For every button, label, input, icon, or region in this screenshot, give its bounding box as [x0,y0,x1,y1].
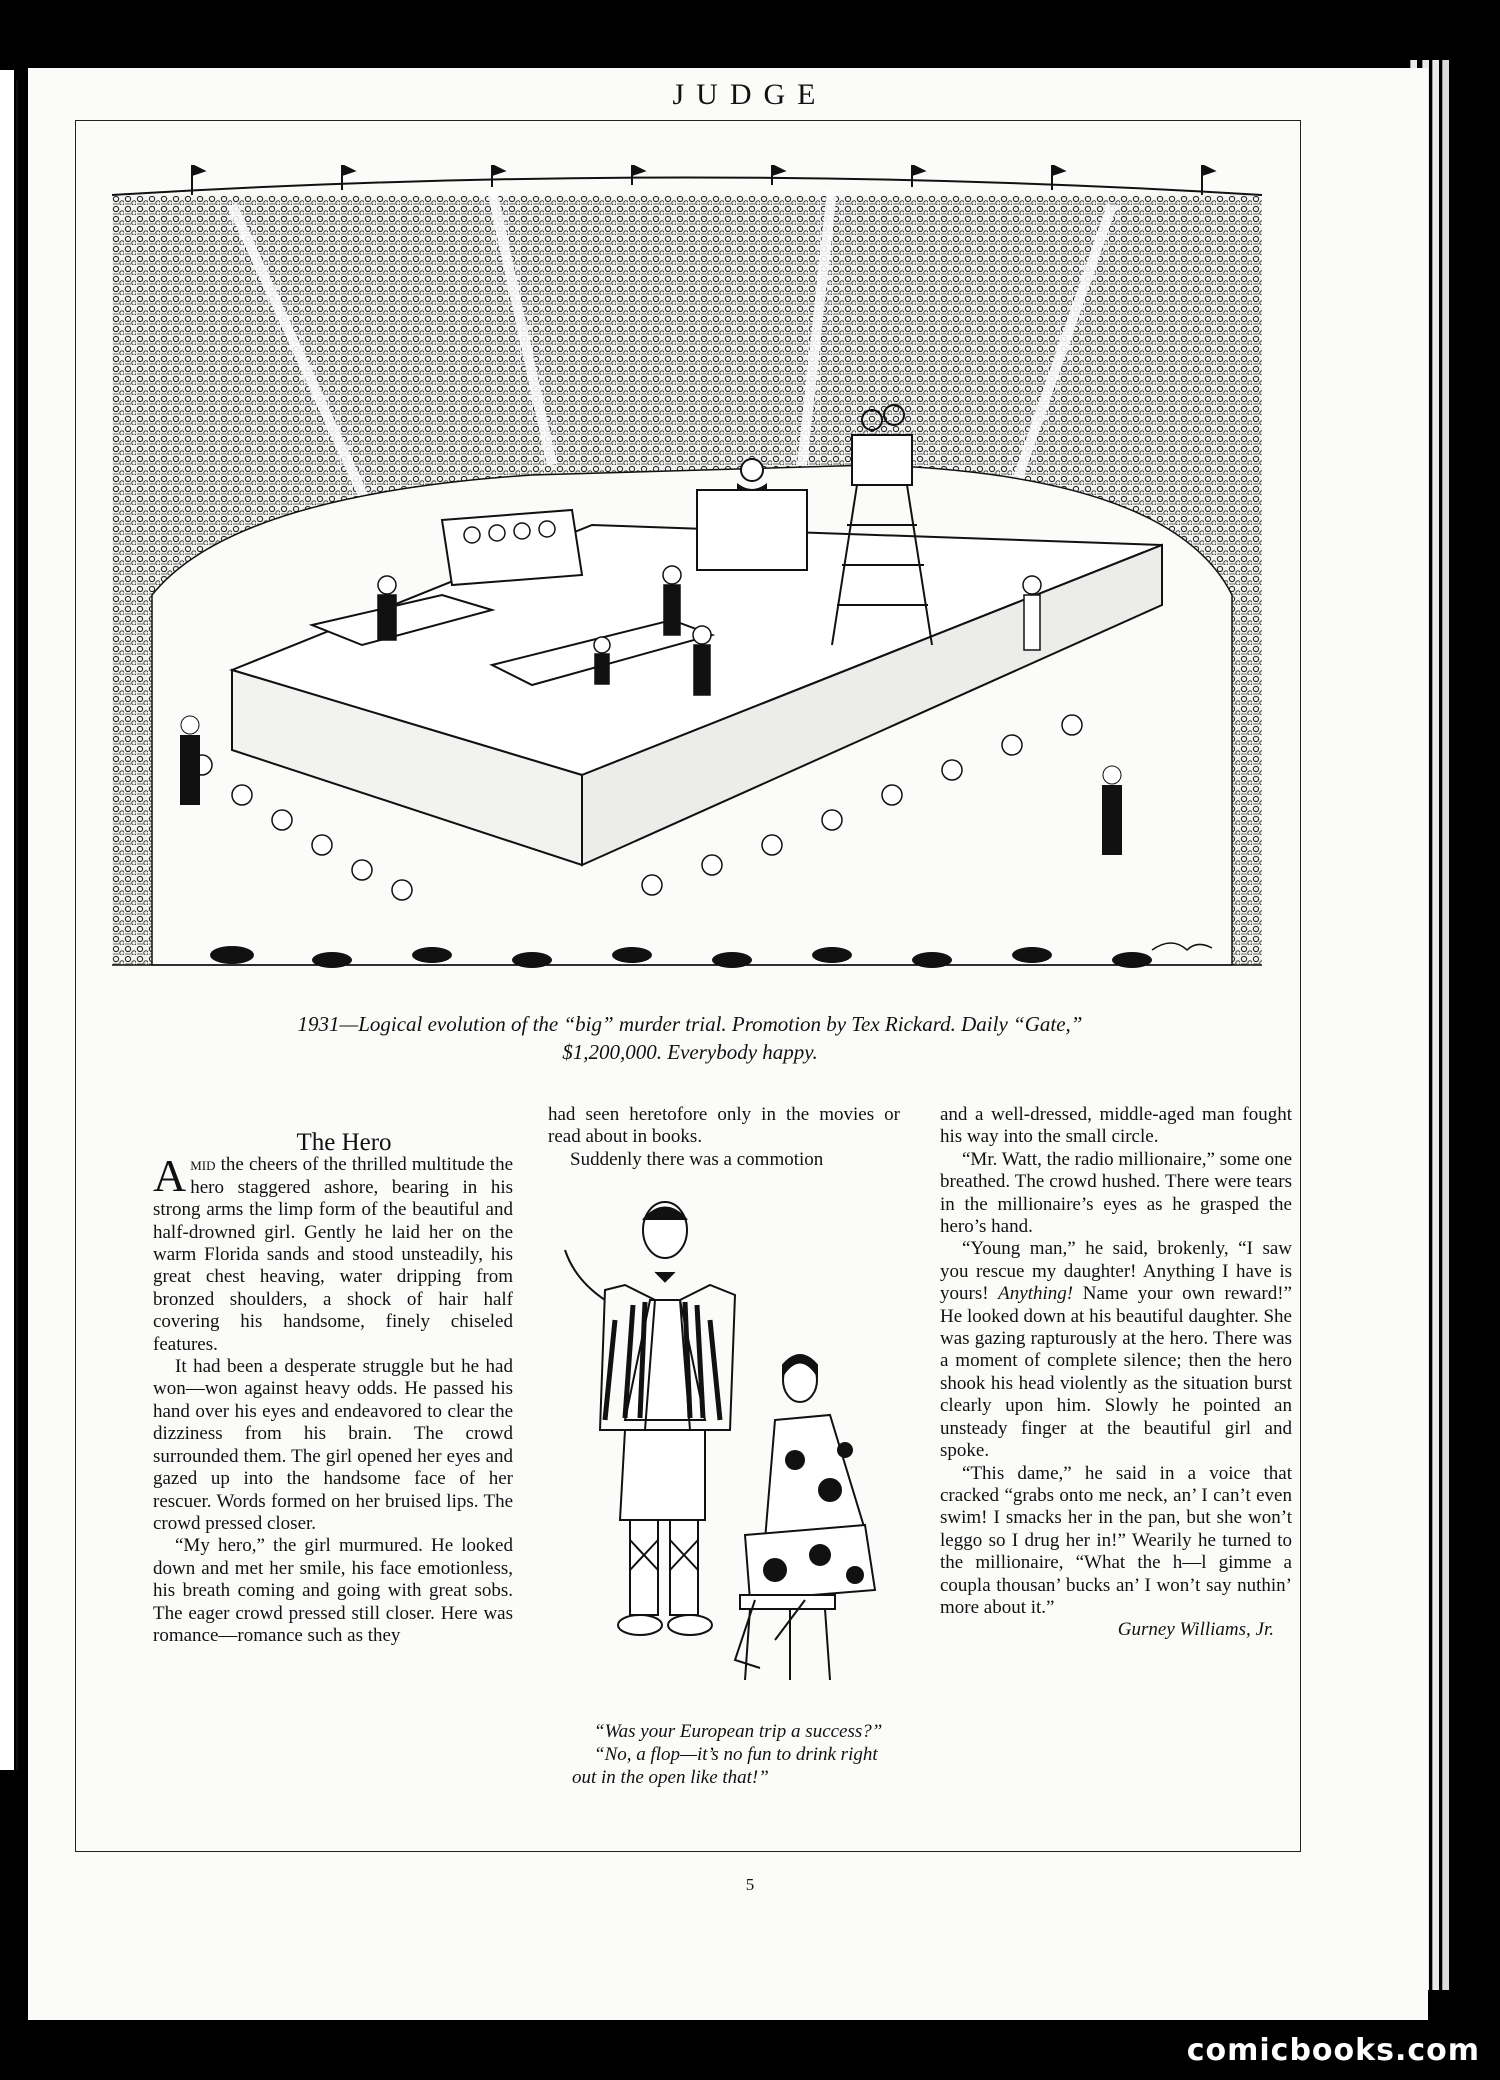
story-paragraph-6b: Name your own reward!” He looked down at his beautiful daughter. She was gazing rapturously at the hero. There was a moment of complete silence; then the hero shook his head violently as the situation burst clearly upon him. Slowly he pointed an unsteady finger at the beautiful girl and spoke. [940,1283,1292,1462]
spot-cartoon-caption [572,1720,902,1789]
story-title: The Hero [296,1129,392,1156]
story-smallcaps: mid [190,1154,216,1176]
left-page-border [16,80,18,1770]
courtroom-arena-cartoon [112,165,1262,1010]
story-paragraph-6a: “Young man,” he said, brokenly, “I saw you rescue my daughter! Anything I have is yours! [940,1238,1292,1305]
story-paragraph-1 [153,1150,513,1356]
story-paragraph-4-cont: and a well-dressed, middle-aged man fought his way into the small circle. [940,1104,1292,1148]
story-column-3 [940,1104,1292,1642]
story-paragraph-6-italic: Anything! [998,1283,1074,1305]
story-paragraph-3: “My hero,” the girl murmured. He looked down and met her smile, his face emotionless, his breath coming and going with great sobs. The eager crowd pressed still closer. Here was romance—romance such as they [153,1535,513,1646]
couple-spot-cartoon [545,1190,905,1700]
story-paragraph-6 [940,1238,1292,1462]
story-column-1 [153,1129,513,1647]
caption-line-2: $1,200,000. Everybody happy. [562,1040,818,1064]
story-paragraph-5: “Mr. Watt, the radio millionaire,” some one breathed. The crowd hushed. There were tears in the millionaire’s eyes as he grasped the hero’s hand. [940,1148,1293,1238]
caption-line-1: 1931—Logical evolution of the “big” murder trial. Promotion by Tex Rickard. Daily “Gate,” [297,1012,1083,1036]
drop-cap: A [153,1150,187,1202]
cartoon-caption [120,1010,1260,1066]
story-paragraph-7: “This dame,” he said in a voice that cracked “grabs onto me neck, an’ I can’t even swim! I smacks her in the pan, but she won’t leggo so I drug her in!” Wearily he turned to the millionaire, “What the h—l gimme a coupla thousan’ bucks an’ I won’t say nuthin’ more about it.” [940,1462,1292,1618]
masthead: JUDGE [672,78,828,111]
spot-answer: “No, a flop—it’s no fun to drink right out in the open like that!” [572,1744,878,1788]
story-paragraph-1-text: the cheers of the thrilled multitude the hero staggered ashore, bearing in his strong arms the limp form of the beautiful and half-drowned girl. Gently he laid her on the warm Florida sands and stood unsteadily, his great chest heaving, water dripping from bronzed shoulders, a shock of hair half covering his handsome, finely chiseled features. [153,1154,513,1355]
story-paragraph-2: It had been a desperate struggle but he had won—won against heavy odds. He passed his hand over his eyes and endeavored to clear the dizziness from his brain. The crowd surrounded them. The girl opened her eyes and gazed up into the handsome face of her rescuer. Words formed on her bruised lips. The crowd pressed closer. [153,1356,513,1534]
story-paragraph-3-cont: had seen heretofore only in the movies or read about in books. [548,1104,900,1148]
story-column-2 [548,1104,900,1171]
story-paragraph-4: Suddenly there was a commotion [570,1148,824,1170]
watermark: comicbooks.com [1186,2033,1480,2068]
left-page-edge [0,70,14,1770]
spot-question: “Was your European trip a success?” [594,1721,883,1742]
page-number: 5 [745,1875,755,1894]
story-byline: Gurney Williams, Jr. [1117,1619,1274,1641]
